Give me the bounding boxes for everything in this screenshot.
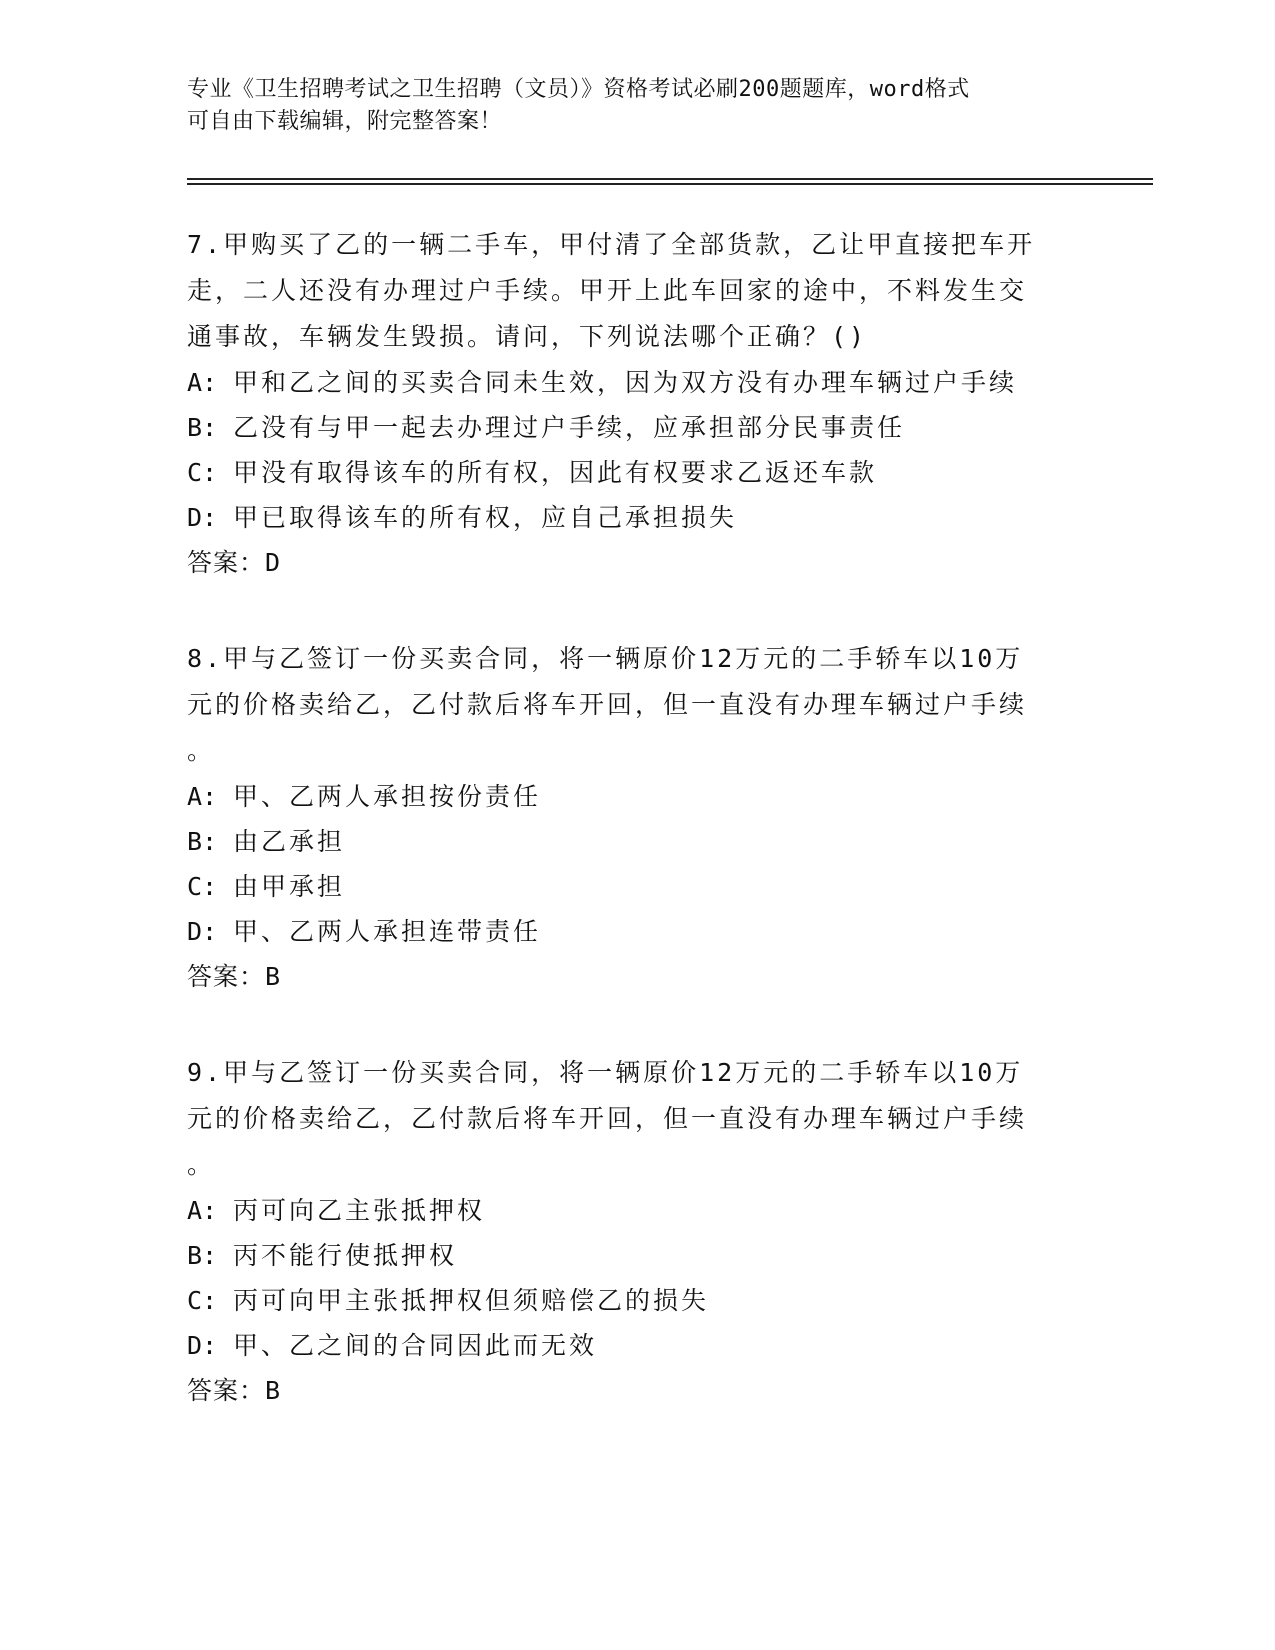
option-key: C: xyxy=(187,1286,218,1315)
option-text: 甲、乙之间的合同因此而无效 xyxy=(233,1331,598,1360)
question-7 xyxy=(187,222,1067,586)
option-d xyxy=(187,495,1067,540)
option-key: A: xyxy=(187,368,218,397)
option-c xyxy=(187,450,1067,495)
question-stem-line: 元的价格卖给乙，乙付款后将车开回，但一直没有办理车辆过户手续 xyxy=(187,690,1028,719)
option-text: 甲、乙两人承担按份责任 xyxy=(233,782,542,811)
option-key: C: xyxy=(187,872,218,901)
question-stem-line: 元的价格卖给乙，乙付款后将车开回，但一直没有办理车辆过户手续 xyxy=(187,1104,1028,1133)
option-text: 由乙承担 xyxy=(233,827,346,856)
option-text: 丙可向甲主张抵押权但须赔偿乙的损失 xyxy=(233,1286,710,1315)
option-a xyxy=(187,360,1067,405)
option-d xyxy=(187,909,1067,954)
answer-line: 答案：B xyxy=(187,1376,282,1405)
option-key: D: xyxy=(187,503,218,532)
header-rule-bottom xyxy=(187,183,1153,185)
option-a xyxy=(187,774,1067,819)
option-text: 甲没有取得该车的所有权，因此有权要求乙返还车款 xyxy=(233,458,878,487)
question-stem-line: 8.甲与乙签订一份买卖合同，将一辆原价12万元的二手轿车以10万 xyxy=(187,644,1024,673)
option-key: A: xyxy=(187,1196,218,1225)
option-b xyxy=(187,1233,1067,1278)
option-text: 由甲承担 xyxy=(233,872,346,901)
question-8 xyxy=(187,636,1067,1000)
answer-line: 答案：B xyxy=(187,962,282,991)
option-text: 丙可向乙主张抵押权 xyxy=(233,1196,486,1225)
question-stem-line: 7.甲购买了乙的一辆二手车，甲付清了全部货款，乙让甲直接把车开 xyxy=(187,230,1036,259)
option-c xyxy=(187,1278,1067,1323)
option-key: B: xyxy=(187,827,218,856)
question-stem-line: 9.甲与乙签订一份买卖合同，将一辆原价12万元的二手轿车以10万 xyxy=(187,1058,1024,1087)
question-stem-line: 。 xyxy=(187,1150,216,1179)
option-text: 甲已取得该车的所有权，应自己承担损失 xyxy=(233,503,738,532)
document-header xyxy=(187,74,1067,138)
option-key: B: xyxy=(187,1241,218,1270)
option-key: A: xyxy=(187,782,218,811)
question-stem-line: 通事故，车辆发生毁损。请问，下列说法哪个正确？() xyxy=(187,322,868,351)
option-d xyxy=(187,1323,1067,1368)
option-c xyxy=(187,864,1067,909)
option-text: 甲和乙之间的买卖合同未生效，因为双方没有办理车辆过户手续 xyxy=(233,368,1018,397)
option-key: C: xyxy=(187,458,218,487)
option-b xyxy=(187,405,1067,450)
option-key: D: xyxy=(187,1331,218,1360)
option-b xyxy=(187,819,1067,864)
option-text: 乙没有与甲一起去办理过户手续，应承担部分民事责任 xyxy=(233,413,906,442)
option-text: 丙不能行使抵押权 xyxy=(233,1241,458,1270)
header-line-2: 可自由下载编辑，附完整答案！ xyxy=(187,109,503,134)
answer-line: 答案：D xyxy=(187,548,282,577)
option-key: B: xyxy=(187,413,218,442)
option-text: 甲、乙两人承担连带责任 xyxy=(233,917,542,946)
question-stem-line: 走，二人还没有办理过户手续。甲开上此车回家的途中，不料发生交 xyxy=(187,276,1028,305)
header-line-1: 专业《卫生招聘考试之卫生招聘（文员）》资格考试必刷200题题库，word格式 xyxy=(187,77,970,102)
question-stem-line: 。 xyxy=(187,736,216,765)
header-rule-top xyxy=(187,178,1153,180)
option-a xyxy=(187,1188,1067,1233)
option-key: D: xyxy=(187,917,218,946)
question-9 xyxy=(187,1050,1067,1414)
